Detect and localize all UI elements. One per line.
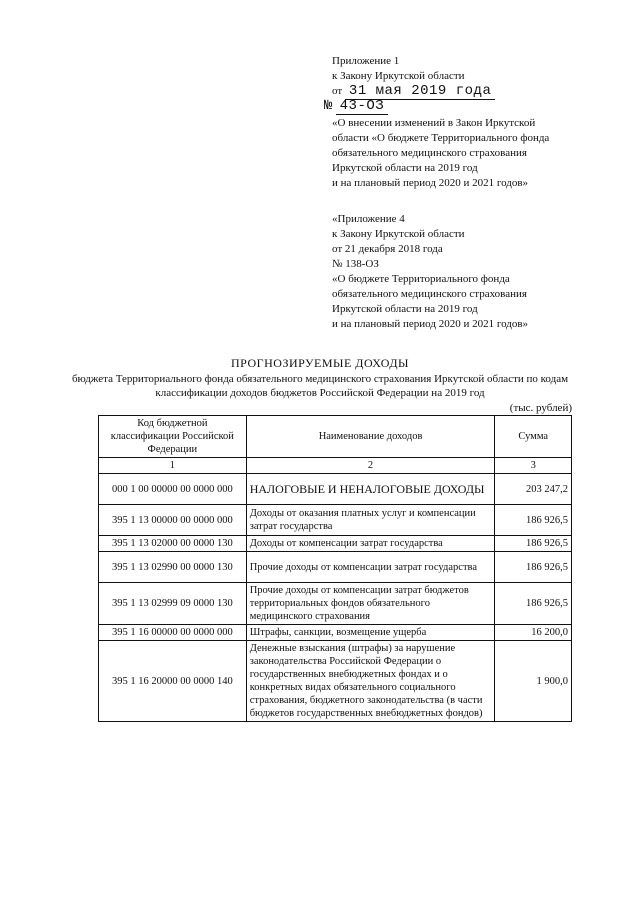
row-name: Прочие доходы от компенсации затрат бюджетов территориальных фондов обязательного медицинского страхования	[246, 583, 495, 625]
header-sum: Сумма	[495, 416, 572, 458]
row-sum: 1 900,0	[495, 641, 572, 722]
law-date: 31 мая 2019 года	[345, 83, 495, 100]
table-header-row	[99, 416, 572, 458]
row-code: 395 1 13 02990 00 0000 130	[99, 552, 247, 583]
row-sum: 16 200,0	[495, 625, 572, 641]
row-name: Доходы от компенсации затрат государства	[246, 536, 495, 552]
document-subtitle: бюджета Территориального фонда обязательного медицинского страхования Иркутской области по кодам классификации доходов бюджетов Российской Федерации на 2019 год	[71, 373, 569, 399]
subject-line: «О бюджете Территориального фонда	[332, 273, 510, 285]
table-row	[99, 474, 572, 505]
row-name: Штрафы, санкции, возмещение ущерба	[246, 625, 495, 641]
row-code: 395 1 13 00000 00 0000 000	[99, 505, 247, 536]
row-code: 395 1 13 02999 09 0000 130	[99, 583, 247, 625]
row-name: НАЛОГОВЫЕ И НЕНАЛОГОВЫЕ ДОХОДЫ	[246, 474, 495, 505]
row-name: Доходы от оказания платных услуг и компенсации затрат государства	[246, 505, 495, 536]
row-code: 395 1 16 20000 00 0000 140	[99, 641, 247, 722]
subject-line: и на плановый период 2020 и 2021 годов»	[332, 318, 529, 330]
document-title: ПРОГНОЗИРУЕМЫЕ ДОХОДЫ	[231, 356, 409, 370]
row-code: 395 1 13 02000 00 0000 130	[99, 536, 247, 552]
law-number: 43-ОЗ	[336, 98, 389, 115]
appendix-1-title: Приложение 1	[332, 55, 400, 67]
row-sum: 203 247,2	[495, 474, 572, 505]
appendix-1-law-ref: к Закону Иркутской области	[332, 70, 465, 82]
row-code: 000 1 00 00000 00 0000 000	[99, 474, 247, 505]
row-name: Денежные взыскания (штрафы) за нарушение законодательства Российской Федерации о государственных внебюджетных фондах и о конкретных видах обязательного социального страхования, бюджетного законодательства (в части бюджетов государственных внебюджетных фондов)	[246, 641, 495, 722]
appendix-4-header	[332, 212, 582, 332]
number-prefix: №	[324, 98, 333, 114]
revenue-table	[98, 415, 572, 722]
appendix-1-date-line	[332, 84, 582, 99]
appendix-1-subject	[332, 116, 582, 191]
header-name: Наименование доходов	[246, 416, 495, 458]
row-sum: 186 926,5	[495, 583, 572, 625]
column-number: 2	[246, 458, 495, 474]
row-code: 395 1 16 00000 00 0000 000	[99, 625, 247, 641]
appendix-1-header	[324, 54, 582, 191]
subject-line: обязательного медицинского страхования	[332, 147, 527, 159]
table-row	[99, 536, 572, 552]
subject-line: «О внесении изменений в Закон Иркутской	[332, 117, 536, 129]
column-number: 3	[495, 458, 572, 474]
appendix-4-date: от 21 декабря 2018 года	[332, 243, 443, 255]
appendix-4-law-ref: к Закону Иркутской области	[332, 228, 465, 240]
column-number: 1	[99, 458, 247, 474]
column-number-row	[99, 458, 572, 474]
units-label: (тыс. рублей)	[509, 402, 572, 414]
table-row	[99, 625, 572, 641]
date-prefix: от	[332, 85, 343, 97]
subject-line: Иркутской области на 2019 год	[332, 162, 478, 174]
table-row	[99, 505, 572, 536]
header-code: Код бюджетной классификации Российской Федерации	[99, 416, 247, 458]
subject-line: обязательного медицинского страхования	[332, 288, 527, 300]
table-row	[99, 583, 572, 625]
appendix-4-title: «Приложение 4	[332, 213, 405, 225]
subject-line: и на плановый период 2020 и 2021 годов»	[332, 177, 529, 189]
table-row	[99, 552, 572, 583]
row-sum: 186 926,5	[495, 505, 572, 536]
appendix-4-number: № 138-ОЗ	[332, 258, 379, 270]
row-sum: 186 926,5	[495, 552, 572, 583]
row-name: Прочие доходы от компенсации затрат государства	[246, 552, 495, 583]
row-sum: 186 926,5	[495, 536, 572, 552]
subject-line: области «О бюджете Территориального фонда	[332, 132, 550, 144]
table-row	[99, 641, 572, 722]
subject-line: Иркутской области на 2019 год	[332, 303, 478, 315]
appendix-1-number-line	[324, 99, 582, 114]
